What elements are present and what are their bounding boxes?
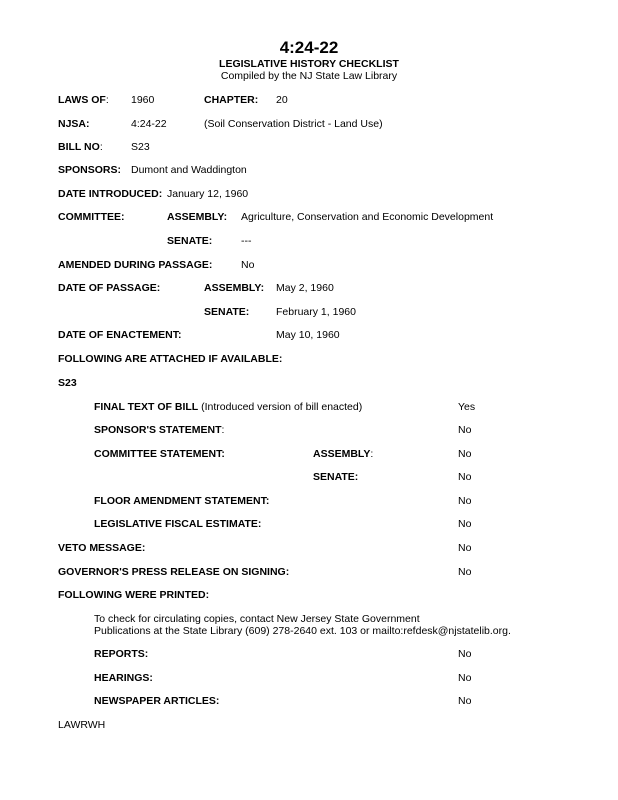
- fiscal-estimate-value: No: [458, 518, 472, 530]
- passage-assembly-label: ASSEMBLY:: [204, 282, 265, 294]
- hearings-label: HEARINGS:: [94, 672, 153, 684]
- laws-of-label: LAWS OF:: [58, 94, 109, 106]
- passage-label: DATE OF PASSAGE:: [58, 282, 161, 294]
- chapter-value: 20: [276, 94, 288, 106]
- hearings-value: No: [458, 672, 472, 684]
- sponsor-statement-value: No: [458, 424, 472, 436]
- footer-code: LAWRWH: [58, 719, 106, 731]
- committee-assembly-label: ASSEMBLY:: [167, 211, 228, 223]
- final-text-value: Yes: [458, 401, 476, 413]
- veto-message-label: VETO MESSAGE:: [58, 542, 146, 554]
- committee-senate-value: ---: [241, 235, 252, 247]
- newspaper-articles-value: No: [458, 695, 472, 707]
- newspaper-articles-label: NEWSPAPER ARTICLES:: [94, 695, 220, 707]
- printed-note-line2: Publications at the State Library (609) 278-2640 ext. 103 or mailto:refdesk@njstatelib.org.: [94, 625, 511, 637]
- sponsor-statement-label: SPONSOR'S STATEMENT:: [94, 424, 225, 436]
- amended-label: AMENDED DURING PASSAGE:: [58, 259, 213, 271]
- passage-assembly-value: May 2, 1960: [276, 282, 334, 294]
- fiscal-estimate-label: LEGISLATIVE FISCAL ESTIMATE:: [94, 518, 262, 530]
- committee-assembly-value: Agriculture, Conservation and Economic Development: [241, 211, 494, 223]
- document-title: LEGISLATIVE HISTORY CHECKLIST: [219, 58, 399, 70]
- floor-amendment-value: No: [458, 495, 472, 507]
- committee-senate-label: SENATE:: [167, 235, 213, 247]
- date-introduced-value: January 12, 1960: [167, 188, 249, 200]
- document-code: 4:24-22: [279, 38, 339, 57]
- sponsors-label: SPONSORS:: [58, 164, 122, 176]
- reports-label: REPORTS:: [94, 648, 149, 660]
- floor-amendment-label: FLOOR AMENDMENT STATEMENT:: [94, 495, 270, 507]
- njsa-value: 4:24-22: [131, 118, 167, 130]
- committee-statement-assembly-value: No: [458, 448, 472, 460]
- passage-senate-value: February 1, 1960: [276, 306, 356, 318]
- enactment-label: DATE OF ENACTEMENT:: [58, 329, 182, 341]
- veto-message-value: No: [458, 542, 472, 554]
- printed-note-line1: To check for circulating copies, contact New Jersey State Government: [94, 613, 420, 625]
- printed-heading: FOLLOWING WERE PRINTED:: [58, 589, 210, 601]
- committee-label: COMMITTEE:: [58, 211, 125, 223]
- press-release-label: GOVERNOR'S PRESS RELEASE ON SIGNING:: [58, 566, 290, 578]
- njsa-label: NJSA:: [58, 118, 90, 130]
- date-introduced-label: DATE INTRODUCED:: [58, 188, 163, 200]
- committee-statement-assembly-label: ASSEMBLY:: [313, 448, 374, 460]
- njsa-description: (Soil Conservation District - Land Use): [204, 118, 383, 130]
- final-text-label: FINAL TEXT OF BILL (Introduced version of bill enacted): [94, 401, 363, 413]
- compiled-by: Compiled by the NJ State Law Library: [220, 70, 398, 82]
- committee-statement-senate-label: SENATE:: [313, 471, 359, 483]
- committee-statement-senate-value: No: [458, 471, 472, 483]
- laws-of-value: 1960: [131, 94, 155, 106]
- bill-no-label: BILL NO:: [58, 141, 103, 153]
- bill-no-value: S23: [131, 141, 150, 153]
- committee-statement-label: COMMITTEE STATEMENT:: [94, 448, 225, 460]
- attached-heading: FOLLOWING ARE ATTACHED IF AVAILABLE:: [58, 353, 283, 365]
- amended-value: No: [241, 259, 255, 271]
- enactment-value: May 10, 1960: [276, 329, 340, 341]
- sponsors-value: Dumont and Waddington: [131, 164, 247, 176]
- chapter-label: CHAPTER:: [204, 94, 259, 106]
- reports-value: No: [458, 648, 472, 660]
- passage-senate-label: SENATE:: [204, 306, 250, 318]
- attached-bill-number: S23: [58, 377, 77, 389]
- press-release-value: No: [458, 566, 472, 578]
